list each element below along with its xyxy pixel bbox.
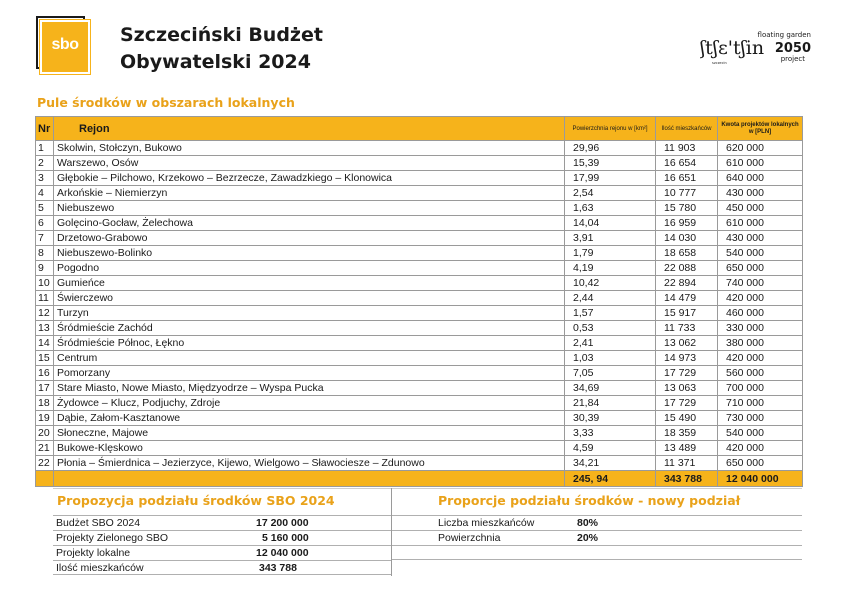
row-amount: 640 000 (718, 171, 803, 186)
row-area: 2,41 (565, 336, 656, 351)
row-nr: 10 (36, 276, 54, 291)
row-area: 30,39 (565, 411, 656, 426)
table-row (36, 426, 803, 441)
table-row (36, 306, 803, 321)
proportions-row (392, 545, 802, 560)
row-amount: 380 000 (718, 336, 803, 351)
proportions-value: 20% (577, 532, 599, 544)
row-amount: 330 000 (718, 321, 803, 336)
row-nr: 7 (36, 231, 54, 246)
proportions-title: Proporcje podziału środków - nowy podział (392, 488, 802, 515)
table-row (36, 336, 803, 351)
row-area: 1,79 (565, 246, 656, 261)
row-amount: 710 000 (718, 396, 803, 411)
row-nr: 16 (36, 366, 54, 381)
row-rejon: Głębokie – Pilchowo, Krzekowo – Bezrzecze, Zawadzkiego – Klonowica (54, 171, 565, 186)
row-nr: 9 (36, 261, 54, 276)
table-row (36, 411, 803, 426)
row-rejon: Słoneczne, Majowe (54, 426, 565, 441)
table-row (36, 141, 803, 156)
logo-square (40, 20, 90, 74)
totals-residents: 343 788 (656, 471, 718, 487)
row-residents: 13 063 (656, 381, 718, 396)
row-area: 17,99 (565, 171, 656, 186)
table-row (36, 246, 803, 261)
row-residents: 11 371 (656, 456, 718, 471)
row-nr: 13 (36, 321, 54, 336)
row-amount: 730 000 (718, 411, 803, 426)
row-nr: 20 (36, 426, 54, 441)
row-rejon: Świerczewo (54, 291, 565, 306)
row-rejon: Centrum (54, 351, 565, 366)
table-row (36, 261, 803, 276)
totals-rejon (54, 471, 565, 487)
proportions-row (392, 515, 802, 530)
proposal-title: Propozycja podziału środków SBO 2024 (53, 488, 391, 515)
proposal-row (53, 530, 391, 545)
row-area: 3,33 (565, 426, 656, 441)
proposal-label: Ilość mieszkańców (56, 562, 144, 574)
row-area: 21,84 (565, 396, 656, 411)
row-nr: 3 (36, 171, 54, 186)
proposal-label: Budżet SBO 2024 (56, 517, 141, 529)
row-rejon: Stare Miasto, Nowe Miasto, Międzyodrze – Wyspa Pucka (54, 381, 565, 396)
stettin-logo-bottom: project (780, 55, 805, 63)
proposal-row (53, 560, 391, 575)
row-rejon: Pogodno (54, 261, 565, 276)
stettin-2050-logo (700, 20, 812, 66)
row-area: 4,19 (565, 261, 656, 276)
row-residents: 16 959 (656, 216, 718, 231)
row-rejon: Niebuszewo (54, 201, 565, 216)
header-residents: Ilość mieszkańców (656, 117, 718, 141)
row-amount: 620 000 (718, 141, 803, 156)
row-area: 1,63 (565, 201, 656, 216)
row-rejon: Turzyn (54, 306, 565, 321)
row-area: 14,04 (565, 216, 656, 231)
table-header-row (36, 117, 803, 141)
row-rejon: Warszewo, Osów (54, 156, 565, 171)
row-residents: 13 062 (656, 336, 718, 351)
row-rejon: Śródmieście Zachód (54, 321, 565, 336)
row-area: 34,21 (565, 456, 656, 471)
row-nr: 15 (36, 351, 54, 366)
row-rejon: Gumieńce (54, 276, 565, 291)
row-amount: 420 000 (718, 441, 803, 456)
row-amount: 450 000 (718, 201, 803, 216)
table-row (36, 156, 803, 171)
row-rejon: Pomorzany (54, 366, 565, 381)
row-residents: 15 780 (656, 201, 718, 216)
totals-nr (36, 471, 54, 487)
totals-area: 245, 94 (565, 471, 656, 487)
row-amount: 430 000 (718, 186, 803, 201)
stettin-logo-mark: ʃtʃɛ'tʃin (700, 37, 765, 59)
row-amount: 610 000 (718, 156, 803, 171)
proposal-value: 343 788 (259, 562, 297, 574)
table-row (36, 291, 803, 306)
row-nr: 12 (36, 306, 54, 321)
row-area: 2,54 (565, 186, 656, 201)
row-nr: 19 (36, 411, 54, 426)
row-rejon: Bukowe-Klęskowo (54, 441, 565, 456)
row-rejon: Płonia – Śmierdnica – Jezierzyce, Kijewo, Wielgowo – Sławociesze – Zdunowo (54, 456, 565, 471)
row-residents: 18 658 (656, 246, 718, 261)
row-nr: 21 (36, 441, 54, 456)
table-row (36, 231, 803, 246)
header-area: Powierzchnia rejonu w [km²] (565, 117, 656, 141)
row-amount: 540 000 (718, 246, 803, 261)
row-rejon: Golęcino-Gocław, Żelechowa (54, 216, 565, 231)
row-residents: 11 903 (656, 141, 718, 156)
row-nr: 5 (36, 201, 54, 216)
row-residents: 14 479 (656, 291, 718, 306)
row-area: 3,91 (565, 231, 656, 246)
row-residents: 14 030 (656, 231, 718, 246)
row-area: 1,03 (565, 351, 656, 366)
row-residents: 16 654 (656, 156, 718, 171)
row-amount: 420 000 (718, 291, 803, 306)
row-area: 0,53 (565, 321, 656, 336)
page-title-line1: Szczeciński Budżet (120, 24, 323, 46)
proposal-row (53, 515, 391, 530)
proposal-value: 5 160 000 (262, 532, 309, 544)
row-residents: 10 777 (656, 186, 718, 201)
row-area: 2,44 (565, 291, 656, 306)
row-area: 4,59 (565, 441, 656, 456)
sbo-logo (36, 16, 90, 74)
header-rejon: Rejon (54, 117, 565, 141)
row-rejon: Żydowce – Klucz, Podjuchy, Zdroje (54, 396, 565, 411)
row-rejon: Śródmieście Północ, Łękno (54, 336, 565, 351)
row-residents: 22 894 (656, 276, 718, 291)
row-residents: 16 651 (656, 171, 718, 186)
row-residents: 17 729 (656, 396, 718, 411)
page-title-line2: Obywatelski 2024 (120, 51, 311, 73)
table-body (36, 141, 803, 471)
row-amount: 560 000 (718, 366, 803, 381)
row-rejon: Drzetowo-Grabowo (54, 231, 565, 246)
row-amount: 420 000 (718, 351, 803, 366)
stettin-logo-sub: szczecin (712, 61, 727, 65)
proportions-row (392, 530, 802, 545)
proposal-label: Projekty lokalne (56, 547, 131, 559)
row-nr: 18 (36, 396, 54, 411)
row-residents: 13 489 (656, 441, 718, 456)
row-area: 7,05 (565, 366, 656, 381)
row-residents: 18 359 (656, 426, 718, 441)
row-residents: 14 973 (656, 351, 718, 366)
row-area: 34,69 (565, 381, 656, 396)
proportions-label: Liczba mieszkańców (438, 517, 535, 529)
proposal-value: 12 040 000 (256, 547, 309, 559)
table-row (36, 216, 803, 231)
row-rejon: Skolwin, Stołczyn, Bukowo (54, 141, 565, 156)
row-residents: 22 088 (656, 261, 718, 276)
row-nr: 14 (36, 336, 54, 351)
proportions-panel (391, 488, 802, 576)
table-row (36, 276, 803, 291)
row-residents: 17 729 (656, 366, 718, 381)
stettin-logo-top: floating garden (757, 31, 811, 39)
table-row (36, 186, 803, 201)
table-row (36, 366, 803, 381)
row-nr: 4 (36, 186, 54, 201)
row-nr: 2 (36, 156, 54, 171)
proposal-label: Projekty Zielonego SBO (56, 532, 169, 544)
table-row (36, 441, 803, 456)
table-row (36, 321, 803, 336)
row-amount: 650 000 (718, 456, 803, 471)
row-amount: 700 000 (718, 381, 803, 396)
summary-section (53, 488, 802, 576)
row-amount: 740 000 (718, 276, 803, 291)
row-rejon: Niebuszewo-Bolinko (54, 246, 565, 261)
row-amount: 460 000 (718, 306, 803, 321)
header-amount: Kwota projektów lokalnych w [PLN] (718, 117, 803, 141)
local-funds-table (35, 116, 803, 487)
table-row (36, 396, 803, 411)
row-area: 10,42 (565, 276, 656, 291)
proposal-row (53, 545, 391, 560)
row-area: 15,39 (565, 156, 656, 171)
row-amount: 610 000 (718, 216, 803, 231)
proposal-panel (53, 488, 391, 576)
row-rejon: Dąbie, Załom-Kasztanowe (54, 411, 565, 426)
row-area: 1,57 (565, 306, 656, 321)
proportions-value: 80% (577, 517, 599, 529)
table-row (36, 201, 803, 216)
row-residents: 15 917 (656, 306, 718, 321)
row-nr: 11 (36, 291, 54, 306)
logo-text: sbo (51, 36, 79, 53)
row-nr: 22 (36, 456, 54, 471)
table-row (36, 381, 803, 396)
table-row (36, 351, 803, 366)
row-amount: 540 000 (718, 426, 803, 441)
row-residents: 15 490 (656, 411, 718, 426)
proposal-value: 17 200 000 (256, 517, 309, 529)
stettin-logo-year: 2050 (774, 41, 811, 56)
totals-row (36, 471, 803, 487)
row-nr: 6 (36, 216, 54, 231)
page-title (120, 22, 323, 76)
section-title: Pule środków w obszarach lokalnych (37, 95, 295, 110)
table-row (36, 456, 803, 471)
row-area: 29,96 (565, 141, 656, 156)
row-nr: 17 (36, 381, 54, 396)
row-nr: 1 (36, 141, 54, 156)
row-amount: 650 000 (718, 261, 803, 276)
row-rejon: Arkońskie – Niemierzyn (54, 186, 565, 201)
table-row (36, 171, 803, 186)
row-nr: 8 (36, 246, 54, 261)
totals-amount: 12 040 000 (718, 471, 803, 487)
header-nr: Nr (36, 117, 54, 141)
row-residents: 11 733 (656, 321, 718, 336)
proportion-rows (392, 515, 802, 560)
proportions-label: Powierzchnia (438, 532, 501, 544)
row-amount: 430 000 (718, 231, 803, 246)
proposal-rows (53, 515, 391, 575)
